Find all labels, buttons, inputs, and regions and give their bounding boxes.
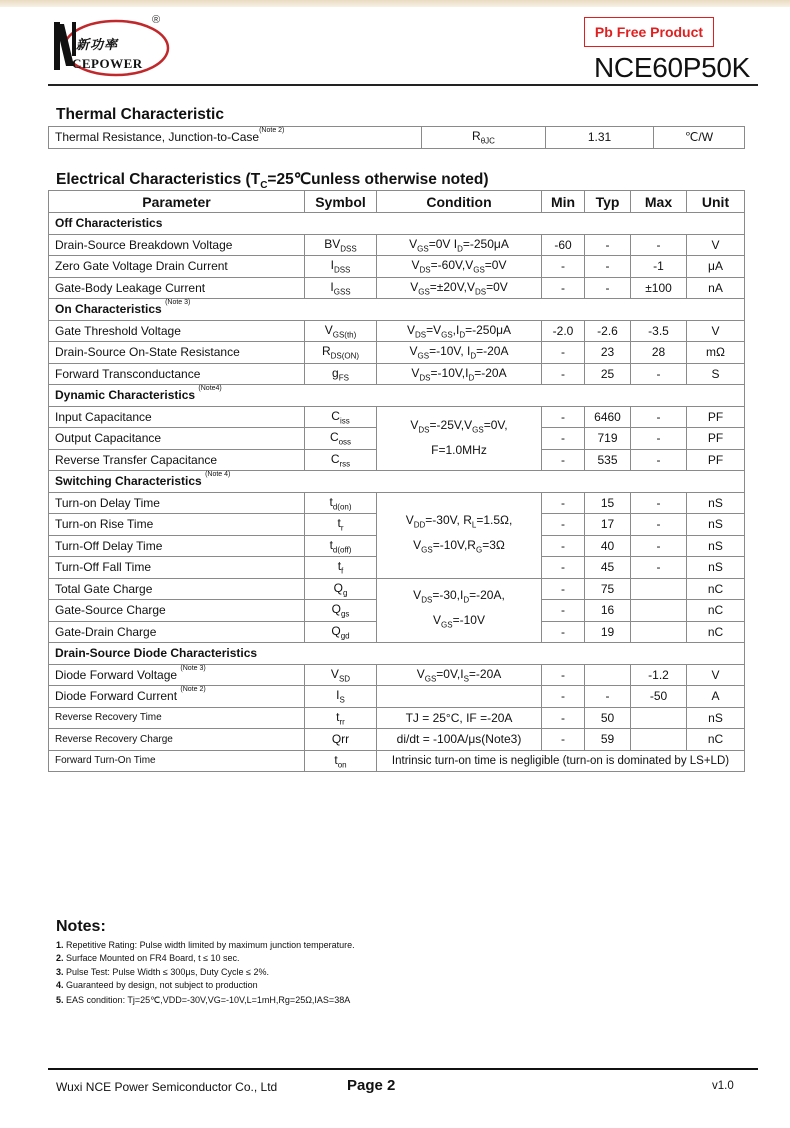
registered-mark: ®: [152, 14, 161, 26]
company-logo: [48, 16, 176, 78]
table-row: [49, 127, 745, 149]
group-row-on: On Characteristics $^{(Note 3)}$: [49, 299, 745, 321]
table-row: Total Gate Charge $Q_g$ $V_{DS}=-30,I_D=-20A$, $V_{GS}=-10V$ - 75 nC: [49, 578, 745, 600]
electrical-table: [48, 190, 745, 772]
table-row: Input Capacitance $C_{iss}$ $V_{DS}=-25V,V_{GS}=0V$, F=1.0MHz - 6460 - PF: [49, 406, 745, 428]
gate-charge-condition: $V_{DS}=-30,I_D=-20A$, $V_{GS}=-10V$: [377, 578, 542, 643]
group-row-diode: Drain-Source Diode Characteristics: [49, 643, 745, 665]
table-row: Output Capacitance $C_{oss}$ - 719 - PF: [49, 428, 745, 450]
group-row-dynamic: Dynamic Characteristics $^{(Note4)}$: [49, 385, 745, 407]
page-number: Page 2: [347, 1077, 396, 1094]
table-row: Reverse Recovery Charge Qrr di/dt = -100A/μs(Note3) - 59 nC: [49, 729, 745, 751]
table-row: Diode Forward Current $^{(Note 2)}$ $I_S$ - - -50 A: [49, 686, 745, 708]
top-band: [0, 0, 790, 7]
table-row: Reverse Transfer Capacitance $C_{rss}$ - 535 - PF: [49, 449, 745, 471]
table-row: Turn-Off Fall Time $t_f$ - 45 - nS: [49, 557, 745, 579]
table-row: Reverse Recovery Time $t_{rr}$ TJ = 25°C, IF =-20A - 50 nS: [49, 707, 745, 729]
note-item: 3. Pulse Test: Pulse Width ≤ 300μs, Duty Cycle ≤ 2%.: [56, 966, 270, 977]
logo-chinese-text: 新功率: [76, 38, 119, 53]
param-cell: Thermal Resistance, Junction-to-Case$^{(Note 2)}$: [49, 127, 422, 149]
table-row: Gate-Drain Charge $Q_{gd}$ - 19 nC: [49, 621, 745, 643]
table-row: Zero Gate Voltage Drain Current $I_{DSS}$ $V_{DS}=-60V,V_{GS}=0V$ - - -1 μA: [49, 256, 745, 278]
col-header-min: Min: [542, 191, 585, 213]
notes-section: [56, 918, 355, 1007]
header-divider: [48, 84, 758, 86]
logo-english-text: CEPOWER: [72, 56, 143, 71]
notes-title: Notes:: [56, 918, 106, 935]
thermal-section-title: Thermal Characteristic: [56, 106, 224, 123]
pb-free-badge: Pb Free Product: [584, 17, 714, 47]
symbol-cell: $R_{\theta JC}$: [422, 127, 546, 149]
version-label: v1.0: [712, 1080, 734, 1092]
footer-company: Wuxi NCE Power Semiconductor Co., Ltd: [56, 1080, 278, 1094]
col-header-parameter: Parameter: [49, 191, 305, 213]
col-header-unit: Unit: [687, 191, 745, 213]
group-row-off: Off Characteristics: [49, 213, 745, 235]
note-item: 2. Surface Mounted on FR4 Board, t ≤ 10 sec.: [56, 953, 240, 964]
table-row: Turn-Off Delay Time $t_{d(off)}$ - 40 - nS: [49, 535, 745, 557]
note-item: 1. Repetitive Rating: Pulse width limited by maximum junction temperature.: [56, 940, 355, 950]
table-row: Diode Forward Voltage $^{(Note 3)}$ $V_{SD}$ $V_{GS}=0V,I_S=-20A$ - -1.2 V: [49, 664, 745, 686]
table-row: Forward Turn-On Time $t_{on}$ Intrinsic turn-on time is negligible (turn-on is dominated by LS+LD): [49, 750, 745, 772]
table-row: Gate Threshold Voltage $V_{GS(th)}$ $V_{DS}=V_{GS},I_D=-250\mu A$ -2.0 -2.6 -3.5 V: [49, 320, 745, 342]
table-row: Drain-Source Breakdown Voltage $BV_{DSS}$ $V_{GS}=0V$ $I_D=-250\mu A$ -60 - - V: [49, 234, 745, 256]
table-row: Forward Transconductance $g_{FS}$ $V_{DS}=-10V,I_D=-20A$ - 25 - S: [49, 363, 745, 385]
col-header-typ: Typ: [585, 191, 631, 213]
thermal-table: [48, 126, 745, 149]
table-header-row: [49, 191, 745, 213]
table-row: Drain-Source On-State Resistance $R_{DS(ON)}$ $V_{GS}=-10V$, $I_D=-20A$ - 23 28 mΩ: [49, 342, 745, 364]
table-row: Turn-on Delay Time $t_{d(on)}$ $V_{DD}=-30V$, $R_L=1.5\Omega$, $V_{GS}=-10V,R_G=3\Omega$ - 15 - nS: [49, 492, 745, 514]
table-row: Gate-Source Charge $Q_{gs}$ - 16 nC: [49, 600, 745, 622]
col-header-max: Max: [631, 191, 687, 213]
col-header-symbol: Symbol: [305, 191, 377, 213]
part-number: NCE60P50K: [594, 52, 751, 83]
table-row: Gate-Body Leakage Current $I_{GSS}$ $V_{GS}=\pm 20V,V_{DS}=0V$ - - ±100 nA: [49, 277, 745, 299]
table-row: Turn-on Rise Time $t_r$ - 17 - nS: [49, 514, 745, 536]
note-item: 5. EAS condition: Tj=25℃,VDD=-30V,VG=-10V,L=1mH,Rg=25Ω,IAS=38A: [56, 995, 351, 1006]
col-header-condition: Condition: [377, 191, 542, 213]
electrical-section-title: Electrical Characteristics ($T_C=25℃unless$ otherwise noted): [56, 171, 489, 192]
footer-divider: [48, 1068, 758, 1070]
value-cell: 1.31: [546, 127, 654, 149]
unit-cell: ℃/W: [654, 127, 745, 149]
note-item: 4. Guaranteed by design, not subject to production: [56, 979, 258, 990]
switching-condition: $V_{DD}=-30V$, $R_L=1.5\Omega$, $V_{GS}=-10V,R_G=3\Omega$: [377, 492, 542, 578]
group-row-switching: Switching Characteristics $^{(Note 4)}$: [49, 471, 745, 493]
capacitance-condition: $V_{DS}=-25V,V_{GS}=0V$, F=1.0MHz: [377, 406, 542, 471]
